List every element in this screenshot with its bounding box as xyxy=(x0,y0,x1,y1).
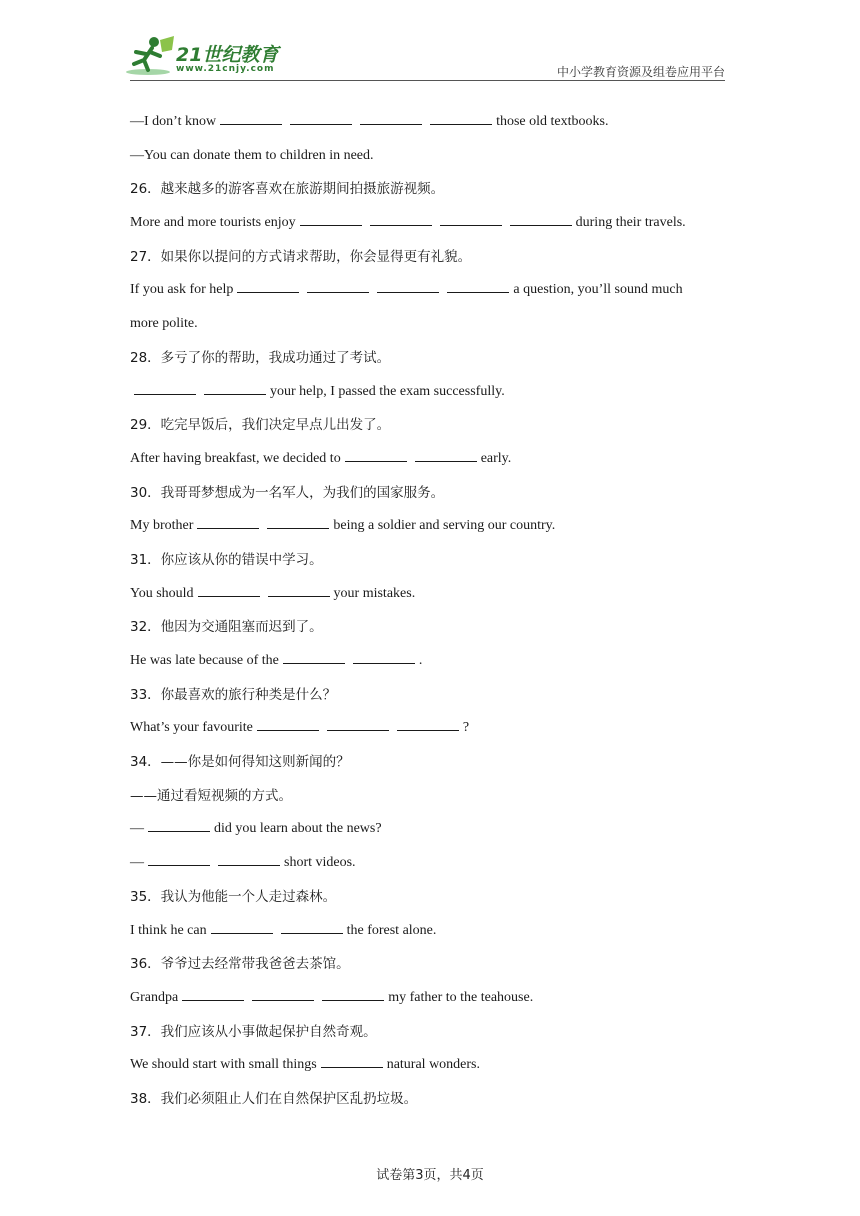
line-text-end: being a soldier and serving our country. xyxy=(333,518,556,534)
answer-line xyxy=(130,714,730,748)
question-prompt xyxy=(130,950,730,984)
answer-line xyxy=(130,580,730,614)
answer-line xyxy=(130,209,730,243)
question-prompt xyxy=(130,1018,730,1052)
answer-blank[interactable] xyxy=(197,514,259,529)
answer-blank[interactable] xyxy=(415,447,477,462)
question-prompt xyxy=(130,681,730,715)
line-text: 33．你最喜欢的旅行种类是什么？ xyxy=(130,686,337,703)
line-text-end: my father to the teahouse. xyxy=(388,989,534,1005)
answer-blank[interactable] xyxy=(211,919,273,934)
line-text: ——通过看短视频的方式。 xyxy=(130,787,292,804)
line-text-end: your mistakes. xyxy=(333,585,416,601)
answer-blank[interactable] xyxy=(257,716,319,731)
page-header xyxy=(0,0,860,90)
question-prompt xyxy=(130,748,730,782)
line-text-end: short videos. xyxy=(284,855,356,871)
question-prompt xyxy=(130,479,730,513)
answer-blank[interactable] xyxy=(281,919,343,934)
question-prompt xyxy=(130,411,730,445)
line-text: 31．你应该从你的错误中学习。 xyxy=(130,551,323,568)
line-text-end: your help, I passed the exam successfully. xyxy=(270,383,505,399)
line-text: 36．爷爷过去经常带我爸爸去茶馆。 xyxy=(130,956,350,973)
line-text: After having breakfast, we decided to xyxy=(130,450,341,466)
platform-label: 中小学教育资源及组卷应用平台 xyxy=(556,65,725,79)
line-text: —You can donate them to children in need. xyxy=(130,147,374,163)
answer-blank[interactable] xyxy=(377,278,439,293)
answer-blank[interactable] xyxy=(267,514,329,529)
header-divider xyxy=(130,80,725,81)
answer-line xyxy=(130,849,730,883)
logo-url: www.21cnjy.com xyxy=(176,64,275,74)
line-text: 26．越来越多的游客喜欢在旅游期间拍摄旅游视频。 xyxy=(130,181,445,198)
answer-line xyxy=(130,142,730,176)
answer-blank[interactable] xyxy=(134,380,196,395)
line-text-end: did you learn about the news? xyxy=(214,821,382,837)
line-text: 28．多亏了你的帮助，我成功通过了考试。 xyxy=(130,349,391,366)
line-text: 34．——你是如何得知这则新闻的？ xyxy=(130,754,350,771)
line-text: 38．我们必须阻止人们在自然保护区乱扔垃圾。 xyxy=(130,1090,418,1107)
answer-line xyxy=(130,445,730,479)
line-text-end: natural wonders. xyxy=(386,1057,481,1073)
answer-blank[interactable] xyxy=(268,582,330,597)
line-text: 37．我们应该从小事做起保护自然奇观。 xyxy=(130,1023,377,1040)
site-logo xyxy=(124,34,294,80)
line-text: My brother xyxy=(130,518,194,534)
line-text: 30．我哥哥梦想成为一名军人，为我们的国家服务。 xyxy=(130,484,445,501)
answer-blank[interactable] xyxy=(397,716,459,731)
line-text: 29．吃完早饭后，我们决定早点儿出发了。 xyxy=(130,417,391,434)
line-text: If you ask for help xyxy=(130,282,234,298)
line-text-end: those old textbooks. xyxy=(496,114,609,129)
question-prompt xyxy=(130,344,730,378)
answer-line xyxy=(130,108,730,142)
line-text: You should xyxy=(130,585,194,601)
answer-blank[interactable] xyxy=(237,278,299,293)
answer-line xyxy=(130,917,730,951)
answer-blank[interactable] xyxy=(148,817,210,832)
answer-blank[interactable] xyxy=(148,851,210,866)
answer-blank[interactable] xyxy=(307,278,369,293)
answer-line xyxy=(130,1051,730,1085)
line-text-end: early. xyxy=(480,450,512,466)
answer-blank[interactable] xyxy=(360,110,422,125)
line-text: 32．他因为交通阻塞而迟到了。 xyxy=(130,619,323,636)
line-text: More and more tourists enjoy xyxy=(130,215,296,231)
answer-blank[interactable] xyxy=(182,986,244,1001)
line-text: — xyxy=(130,821,144,837)
answer-blank[interactable] xyxy=(322,986,384,1001)
answer-blank[interactable] xyxy=(198,582,260,597)
answer-line xyxy=(130,815,730,849)
answer-line xyxy=(130,984,730,1018)
answer-blank[interactable] xyxy=(510,211,572,226)
question-prompt xyxy=(130,782,730,816)
answer-blank[interactable] xyxy=(300,211,362,226)
line-text: more polite. xyxy=(130,316,198,332)
answer-blank[interactable] xyxy=(204,380,266,395)
answer-line xyxy=(130,276,730,310)
question-prompt xyxy=(130,613,730,647)
line-text-end: . xyxy=(418,653,423,668)
question-prompt xyxy=(130,883,730,917)
exercise-content xyxy=(130,108,730,1119)
answer-blank[interactable] xyxy=(290,110,352,125)
logo-text: 21世纪教育 xyxy=(176,44,279,66)
line-text: Grandpa xyxy=(130,989,179,1005)
line-text: I think he can xyxy=(130,922,207,938)
question-prompt xyxy=(130,546,730,580)
line-text: 35．我认为他能一个人走过森林。 xyxy=(130,888,337,905)
line-text: What’s your favourite xyxy=(130,720,253,736)
runner-icon xyxy=(124,34,176,78)
answer-blank[interactable] xyxy=(220,110,282,125)
line-text: — xyxy=(130,855,144,871)
answer-blank[interactable] xyxy=(430,110,492,125)
answer-blank[interactable] xyxy=(345,447,407,462)
line-text: —I don’t know xyxy=(130,114,217,129)
answer-blank[interactable] xyxy=(283,649,345,664)
answer-line xyxy=(130,512,730,546)
question-prompt xyxy=(130,243,730,277)
question-prompt xyxy=(130,1085,730,1119)
answer-line xyxy=(130,310,730,344)
answer-blank[interactable] xyxy=(321,1053,383,1068)
question-prompt xyxy=(130,175,730,209)
answer-blank[interactable] xyxy=(353,649,415,664)
answer-blank[interactable] xyxy=(218,851,280,866)
answer-blank[interactable] xyxy=(447,278,509,293)
answer-blank[interactable] xyxy=(327,716,389,731)
line-text: 27．如果你以提问的方式请求帮助，你会显得更有礼貌。 xyxy=(130,248,472,265)
line-text-end: ? xyxy=(462,720,470,736)
line-text-end: the forest alone. xyxy=(346,922,437,938)
line-text: We should start with small things xyxy=(130,1057,317,1073)
answer-line xyxy=(130,378,730,412)
line-text-end: during their travels. xyxy=(575,215,686,231)
answer-blank[interactable] xyxy=(252,986,314,1001)
page-footer: 试卷第3页，共4页 xyxy=(376,1168,484,1183)
answer-line xyxy=(130,647,730,681)
answer-blank[interactable] xyxy=(370,211,432,226)
answer-blank[interactable] xyxy=(440,211,502,226)
line-text: He was late because of the xyxy=(130,653,279,668)
line-text-end: a question, you’ll sound much xyxy=(513,282,683,298)
